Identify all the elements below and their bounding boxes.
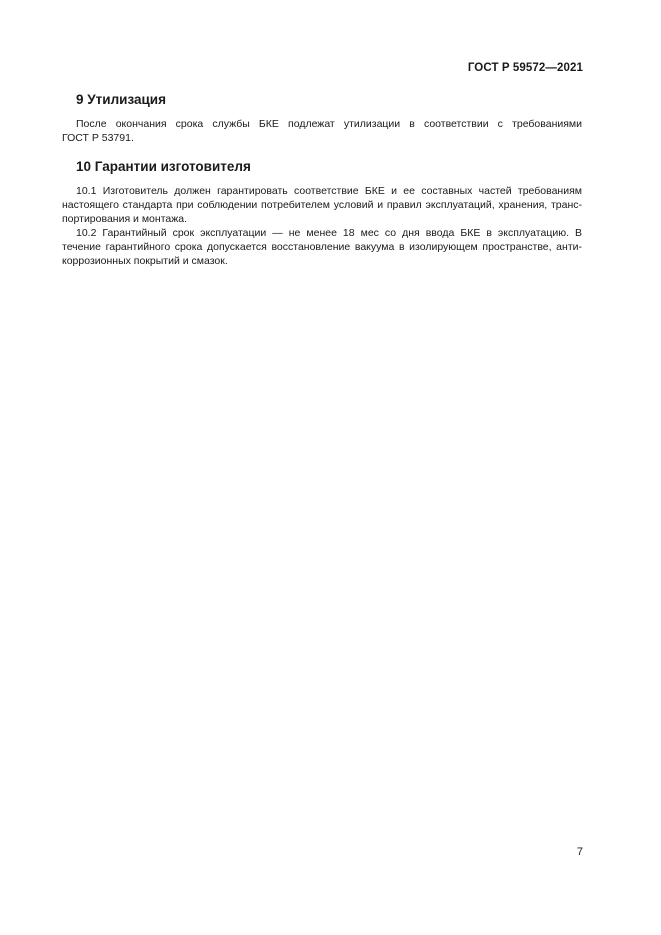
section-title: 9 Утилизация [76,92,166,107]
paragraph-line: После окончания срока службы БКЕ подлежат утилизации в соответствии с требованиями [76,118,582,130]
paragraph-line: 10.2 Гарантийный срок эксплуатации — не менее 18 мес со дня ввода БКЕ в эксплуатацию. В [76,227,582,239]
paragraph-line: коррозионных покрытий и смазок. [62,255,228,267]
paragraph-line: течение гарантийного срока допускается восстановление вакуума в изолирующем пространстве, анти- [62,241,582,253]
paragraph [62,117,582,145]
section-manufacturer-warranty [62,159,582,268]
paragraph [62,184,582,226]
paragraph-line: 10.1 Изготовитель должен гарантировать соответствие БКЕ и ее составных частей требованиям [76,185,582,197]
paragraph-line: настоящего стандарта при соблюдении потребителем условий и правил эксплуатаций, хранения, транс- [62,199,582,211]
document-body [62,92,582,282]
section-disposal [62,92,582,145]
paragraph-line: портирования и монтажа. [62,213,188,225]
section-title: 10 Гарантии изготовителя [76,159,251,174]
document-code: ГОСТ Р 59572—2021 [467,62,583,74]
paragraph-line: ГОСТ Р 53791. [62,132,134,144]
page-number: 7 [576,846,583,858]
paragraph [62,226,582,268]
